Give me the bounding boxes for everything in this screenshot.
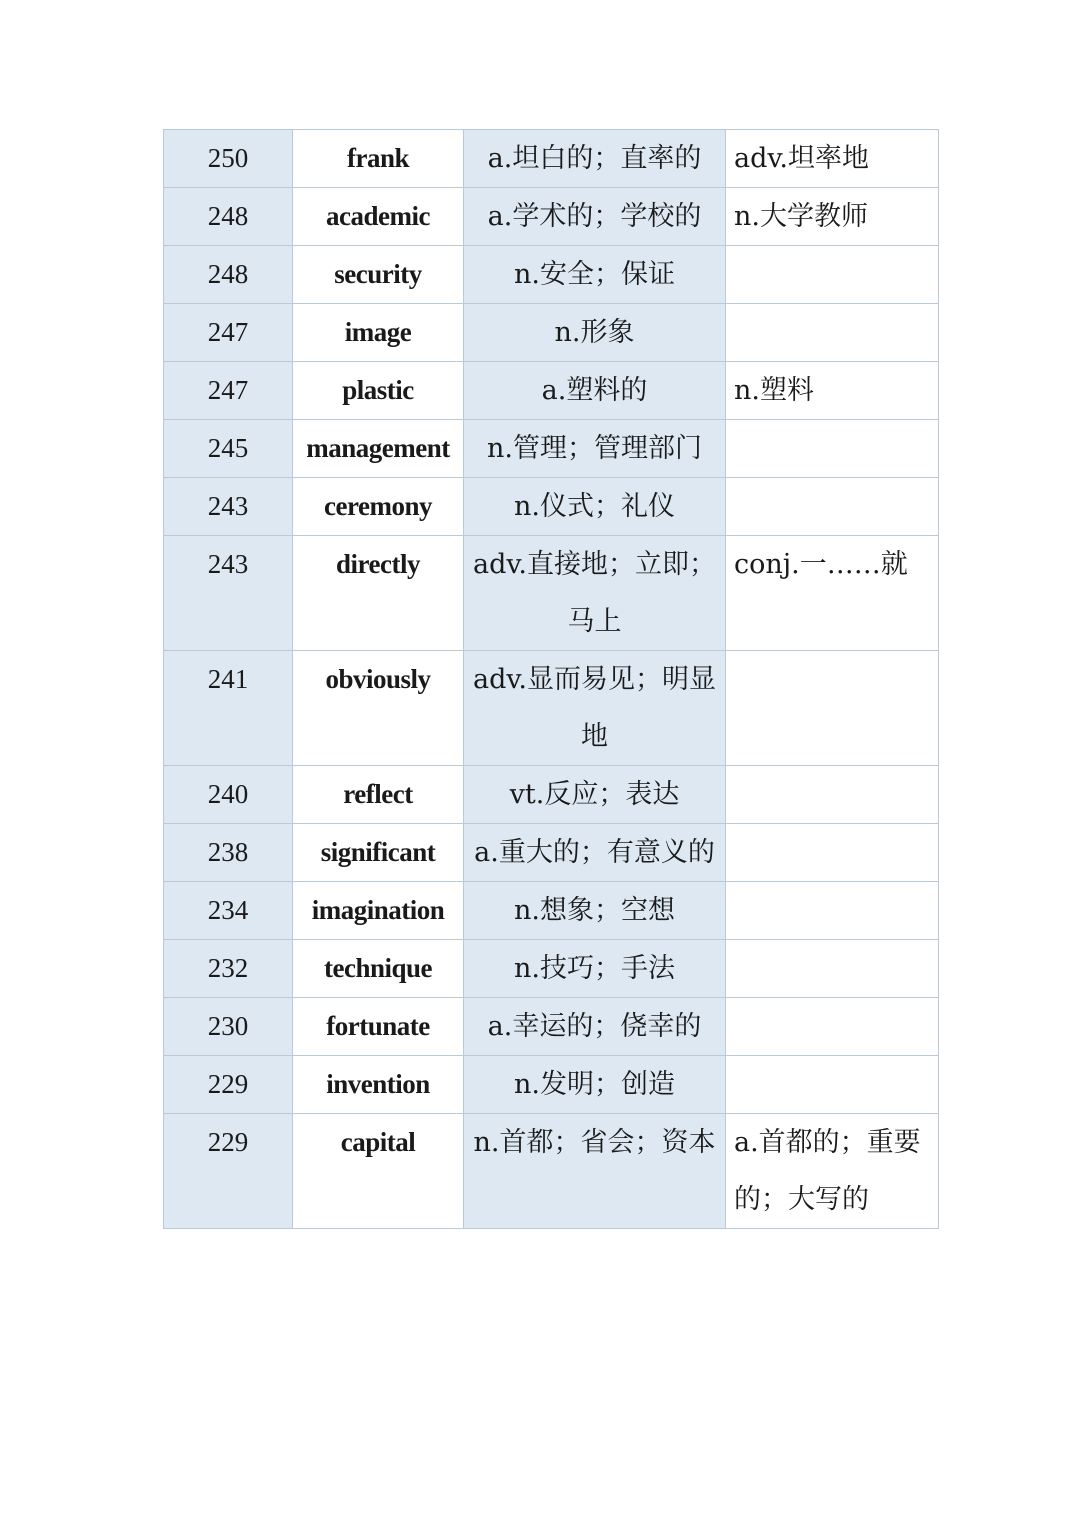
primary-definition-cell: n.技巧；手法 xyxy=(464,940,726,998)
table-row xyxy=(164,130,939,188)
primary-definition-cell: a.学术的；学校的 xyxy=(464,188,726,246)
frequency-cell: 243 xyxy=(164,536,293,651)
secondary-definition-cell xyxy=(726,940,939,998)
secondary-definition-cell xyxy=(726,420,939,478)
word-cell: invention xyxy=(293,1056,464,1114)
table-row xyxy=(164,420,939,478)
primary-definition-cell: n.首都；省会；资本 xyxy=(464,1114,726,1229)
word-cell: frank xyxy=(293,130,464,188)
frequency-cell: 232 xyxy=(164,940,293,998)
primary-definition-cell: adv.直接地；立即；马上 xyxy=(464,536,726,651)
word-cell: ceremony xyxy=(293,478,464,536)
secondary-definition-cell xyxy=(726,1056,939,1114)
frequency-cell: 247 xyxy=(164,362,293,420)
table-row xyxy=(164,1114,939,1229)
primary-definition-cell: a.坦白的；直率的 xyxy=(464,130,726,188)
word-cell: imagination xyxy=(293,882,464,940)
word-cell: management xyxy=(293,420,464,478)
frequency-cell: 238 xyxy=(164,824,293,882)
frequency-cell: 245 xyxy=(164,420,293,478)
primary-definition-cell: n.安全；保证 xyxy=(464,246,726,304)
secondary-definition-cell xyxy=(726,651,939,766)
secondary-definition-cell: n.塑料 xyxy=(726,362,939,420)
word-cell: obviously xyxy=(293,651,464,766)
table-row xyxy=(164,998,939,1056)
table-row xyxy=(164,246,939,304)
primary-definition-cell: a.重大的；有意义的 xyxy=(464,824,726,882)
word-cell: image xyxy=(293,304,464,362)
secondary-definition-cell: adv.坦率地 xyxy=(726,130,939,188)
secondary-definition-cell: n.大学教师 xyxy=(726,188,939,246)
table-row xyxy=(164,882,939,940)
word-cell: directly xyxy=(293,536,464,651)
secondary-definition-cell: a.首都的；重要的；大写的 xyxy=(726,1114,939,1229)
secondary-definition-cell: conj.一……就 xyxy=(726,536,939,651)
frequency-cell: 240 xyxy=(164,766,293,824)
frequency-cell: 241 xyxy=(164,651,293,766)
frequency-cell: 234 xyxy=(164,882,293,940)
frequency-cell: 248 xyxy=(164,246,293,304)
primary-definition-cell: a.幸运的；侥幸的 xyxy=(464,998,726,1056)
primary-definition-cell: n.管理；管理部门 xyxy=(464,420,726,478)
vocabulary-table xyxy=(163,129,939,1229)
word-cell: fortunate xyxy=(293,998,464,1056)
table-row xyxy=(164,651,939,766)
primary-definition-cell: vt.反应；表达 xyxy=(464,766,726,824)
primary-definition-cell: a.塑料的 xyxy=(464,362,726,420)
frequency-cell: 247 xyxy=(164,304,293,362)
primary-definition-cell: n.形象 xyxy=(464,304,726,362)
frequency-cell: 243 xyxy=(164,478,293,536)
frequency-cell: 229 xyxy=(164,1056,293,1114)
word-cell: significant xyxy=(293,824,464,882)
secondary-definition-cell xyxy=(726,766,939,824)
table-row xyxy=(164,536,939,651)
word-cell: capital xyxy=(293,1114,464,1229)
word-cell: academic xyxy=(293,188,464,246)
table-row xyxy=(164,824,939,882)
primary-definition-cell: n.想象；空想 xyxy=(464,882,726,940)
frequency-cell: 248 xyxy=(164,188,293,246)
table-row xyxy=(164,362,939,420)
word-cell: reflect xyxy=(293,766,464,824)
word-cell: technique xyxy=(293,940,464,998)
vocabulary-table-body xyxy=(164,130,939,1229)
frequency-cell: 230 xyxy=(164,998,293,1056)
table-row xyxy=(164,766,939,824)
frequency-cell: 229 xyxy=(164,1114,293,1229)
secondary-definition-cell xyxy=(726,824,939,882)
frequency-cell: 250 xyxy=(164,130,293,188)
secondary-definition-cell xyxy=(726,304,939,362)
table-row xyxy=(164,188,939,246)
table-row xyxy=(164,304,939,362)
secondary-definition-cell xyxy=(726,246,939,304)
word-cell: security xyxy=(293,246,464,304)
table-row xyxy=(164,940,939,998)
secondary-definition-cell xyxy=(726,998,939,1056)
primary-definition-cell: adv.显而易见；明显地 xyxy=(464,651,726,766)
secondary-definition-cell xyxy=(726,882,939,940)
primary-definition-cell: n.发明；创造 xyxy=(464,1056,726,1114)
secondary-definition-cell xyxy=(726,478,939,536)
table-row xyxy=(164,1056,939,1114)
table-row xyxy=(164,478,939,536)
primary-definition-cell: n.仪式；礼仪 xyxy=(464,478,726,536)
word-cell: plastic xyxy=(293,362,464,420)
